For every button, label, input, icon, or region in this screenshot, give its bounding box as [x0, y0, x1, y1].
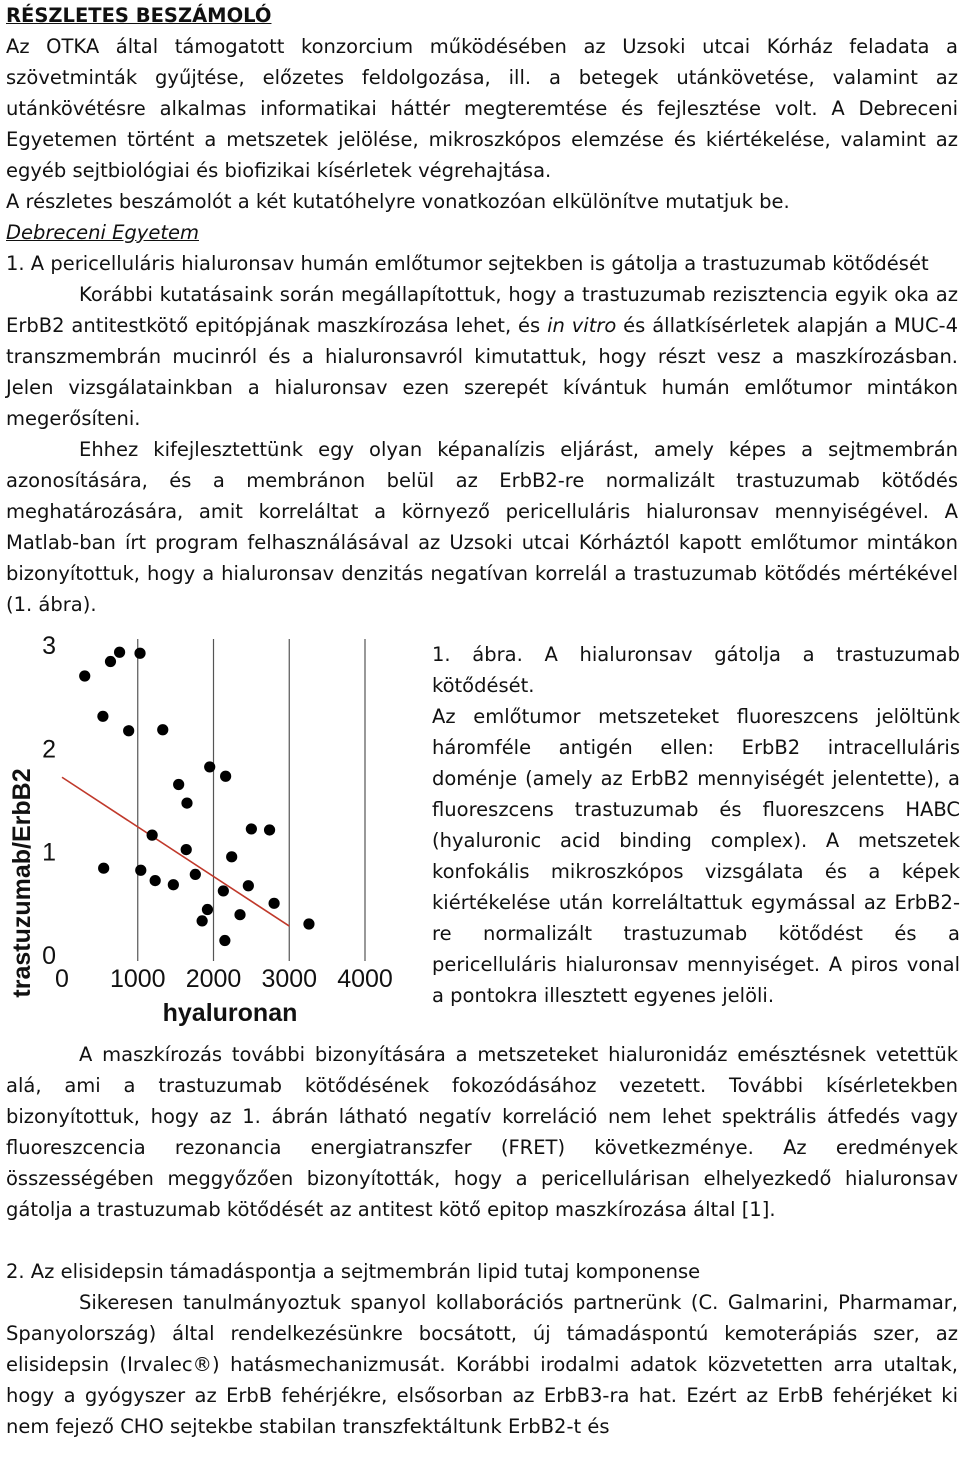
data-point — [264, 824, 275, 835]
data-point — [97, 711, 108, 722]
data-point — [220, 771, 231, 782]
section-label — [6, 217, 958, 248]
section1-p1-after: és állatkísérletek alapján a MUC-4 transzmembrán mucinról és a hialuronsavról kimutattuk, hogy részt vesz a maszkírozásban. Jelen vizsgálatainkban a hialuronsav ezen szerepét kívántuk humán emlőtumor mintákon megerősíteni. — [6, 314, 959, 430]
data-point — [150, 875, 161, 886]
spacer — [6, 1225, 958, 1256]
caption-title: 1. ábra. A hialuronsav gátolja a trastuzumab kötődését. — [432, 643, 960, 697]
fit-line — [62, 777, 289, 926]
section2-paragraph-1: Sikeresen tanulmányoztuk spanyol kollaborációs partnerünk (C. Galmarini, Pharmamar, Spanyolország) által rendelkezésünkre bocsátott, új támadáspontú kemoterápiás szer, az elisidepsin (Irvalec®) hatásmechanizmusát. Korábbi irodalmi adatok közvetetten arra utaltak, hogy a gyógyszer az ErbB fehérjékre, elsősorban az ErbB3-ra hat. Ezért az ErbB fehérjéket ki nem fejező CHO sejtekbe stabilan transzfektáltunk ErbB2-t és — [6, 1291, 958, 1438]
data-point — [98, 863, 109, 874]
data-point — [79, 670, 90, 681]
data-point — [168, 879, 179, 890]
data-point — [218, 885, 229, 896]
data-point — [173, 779, 184, 790]
y-axis-label: trastuzumab/ErbB2 — [8, 768, 36, 998]
data-point — [204, 761, 215, 772]
data-point — [105, 656, 116, 667]
data-point — [134, 648, 145, 659]
x-tick-label: 4000 — [337, 965, 393, 993]
page-title: RÉSZLETES BESZÁMOLÓ — [6, 4, 272, 27]
data-point — [269, 898, 280, 909]
data-point — [202, 904, 213, 915]
scatter-chart — [0, 633, 420, 1033]
intro-paragraph-2: A részletes beszámolót a két kutatóhelyre vonatkozóan elkülönítve mutatjuk be. — [6, 190, 790, 213]
data-point — [226, 851, 237, 862]
data-point — [243, 880, 254, 891]
data-point — [197, 915, 208, 926]
data-point — [114, 647, 125, 658]
data-point — [181, 844, 192, 855]
y-tick-label: 2 — [42, 735, 56, 764]
figure-row — [6, 633, 960, 1039]
x-tick-label: 2000 — [185, 965, 242, 993]
data-point — [234, 909, 245, 920]
section1-paragraph-1 — [6, 279, 958, 434]
section1-paragraph-2: Ehhez kifejlesztettünk egy olyan képanalízis eljárást, amely képes a sejtmembrán azonosítására, és a membránon belül az ErbB2-re normalizált trastuzumab kötődés meghatározására, amit korreláltat a környező pericelluláris hialuronsav mennyiségével. A Matlab-ban írt program felhasználásával az Uzsoki utcai Kórháztól kapott emlőtumor mintákon bizonyítottuk, hogy a hialuronsav denzitás negatívan korrelál a trastuzumab kötődés mértékével (1. ábra). — [6, 438, 958, 616]
section1-p1-before: Korábbi kutatásaink során megállapítottuk, hogy a trastuzumab rezisztencia egyik oka az ErbB2 antitestkötő epitópjának maszkírozása lehet, és — [6, 283, 958, 337]
y-tick-label: 1 — [42, 838, 56, 867]
x-axis-label: hyaluronan — [162, 999, 298, 1027]
data-point — [157, 724, 168, 735]
data-point — [219, 935, 230, 946]
data-point — [190, 869, 201, 880]
section1-heading: 1. A pericelluláris hialuronsav humán emlőtumor sejtekben is gátolja a trastuzumab kötődését — [6, 252, 929, 275]
section1-p1-italic: in vitro — [547, 314, 617, 337]
data-point — [303, 918, 314, 929]
section-label-text: Debreceni Egyetem — [6, 221, 199, 244]
data-point — [147, 830, 158, 841]
data-point — [181, 798, 192, 809]
figure-caption — [432, 639, 960, 1011]
data-point — [246, 823, 257, 834]
document-page — [6, 0, 958, 1442]
section2-heading: 2. Az elisidepsin támadáspontja a sejtmembrán lipid tutaj komponense — [6, 1260, 701, 1283]
caption-body: Az emlőtumor metszeteket fluoreszcens jelöltünk háromféle antigén ellen: ErbB2 intracelluláris doménje (amely az ErbB2 mennyiségét jelentette), a fluoreszcens trastuzumab és fluoreszcens HABC (hyaluronic acid binding complex). A metszetek konfokális mikroszkópos vizsgálata és a képek kiértékelése után korreláltattuk egymással az ErbB2-re normalizált trastuzumab kötődést és a pericelluláris hialuronsav mennyiséget. A piros vonal a pontokra illesztett egyenes jelöli. — [432, 705, 960, 1007]
data-point — [135, 865, 146, 876]
x-tick-label: 0 — [55, 965, 69, 993]
section1-paragraph-3: A maszkírozás további bizonyítására a metszeteket hialuronidáz emésztésnek vetettük alá, ami a trastuzumab kötődésének fokozódásához vezetett. További kísérletekben bizonyítottuk, hogy az 1. ábrán látható negatív korreláció nem lehet spektrális átfedés vagy fluoreszcencia rezonancia energiatranszfer (FRET) következménye. Az eredmények összességében meggyőzően bizonyították, hogy a pericellulárisan elhelyezkedő hialuronsav gátolja a trastuzumab kötődését az antitest kötő epitop maszkírozása által [1]. — [6, 1043, 958, 1221]
x-tick-label: 3000 — [261, 965, 318, 993]
x-tick-label: 1000 — [109, 965, 166, 993]
intro-paragraph-1: Az OTKA által támogatott konzorcium működésében az Uzsoki utcai Kórház feladata a szövetminták gyűjtése, előzetes feldolgozása, ill. a betegek utánkövetése, valamint az utánkövétésre alkalmas informatikai háttér megteremtése és fejlesztése volt. A Debreceni Egyetemen történt a metszetek jelölése, mikroszkópos elemzése és kiértékelése, valamint az egyéb sejtbiológiai és biofizikai kísérletek végrehajtása. — [6, 35, 958, 182]
y-tick-label: 3 — [42, 633, 56, 660]
y-tick-label: 0 — [42, 942, 56, 970]
data-point — [123, 725, 134, 736]
